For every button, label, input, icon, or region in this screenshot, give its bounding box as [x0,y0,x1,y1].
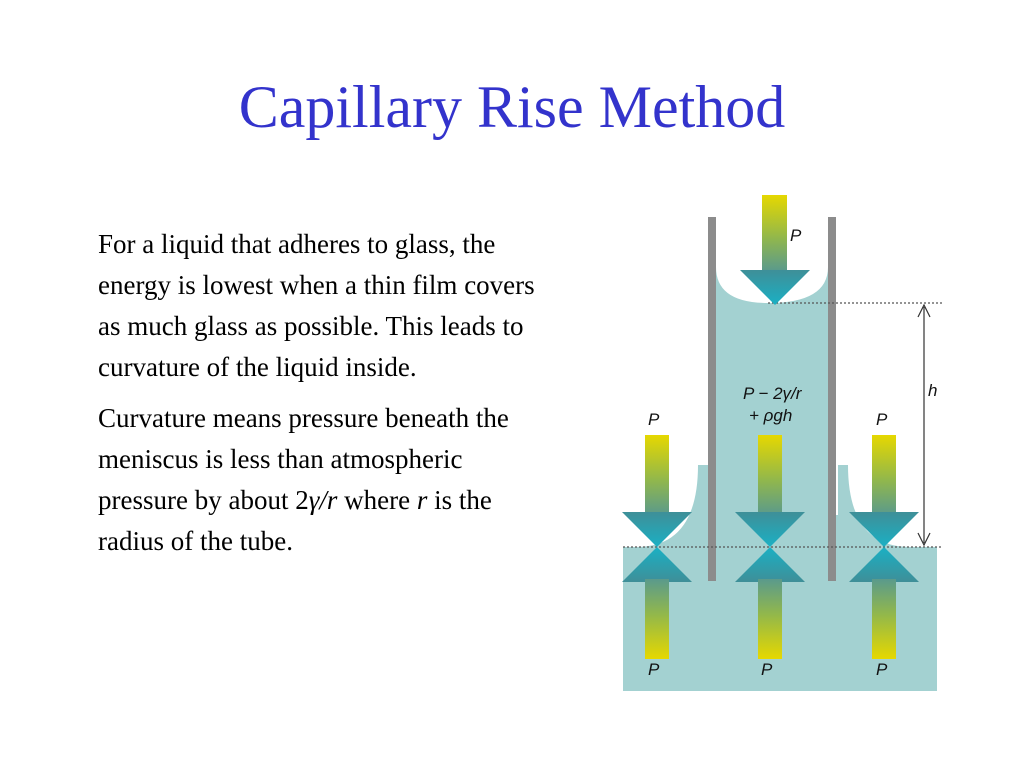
top-pressure-label: P [790,226,802,245]
pressure-label-lower-center: P [761,660,773,679]
paragraph-1: For a liquid that adheres to glass, the energy is lowest when a thin film covers as much glass as possible. This leads to curvature of the liquid inside. [98,229,535,382]
top-pressure-arrow [740,195,810,305]
slide-title: Capillary Rise Method [238,74,786,140]
pressure-label-upper-right: P [876,410,888,429]
inside-pressure-label: P − 2γ/r [743,384,802,403]
body-text [98,224,543,572]
paragraph-2: Curvature means pressure beneath the meniscus is less than atmospheric pressure by about 2γ/r where r is the radius of the tube. [98,403,509,556]
pressure-label-lower-right: P [876,660,888,679]
pressure-label-upper-left: P [648,410,660,429]
pressure-label-lower-left: P [648,660,660,679]
gamma-over-r: γ/r [308,485,338,515]
inside-pressure-term: + ρgh [749,406,793,425]
tube-wall-left [708,217,716,581]
height-label: h [928,381,938,400]
radius-variable: r [416,485,428,515]
capillary-diagram [600,185,945,695]
tube-wall-right [828,217,836,581]
